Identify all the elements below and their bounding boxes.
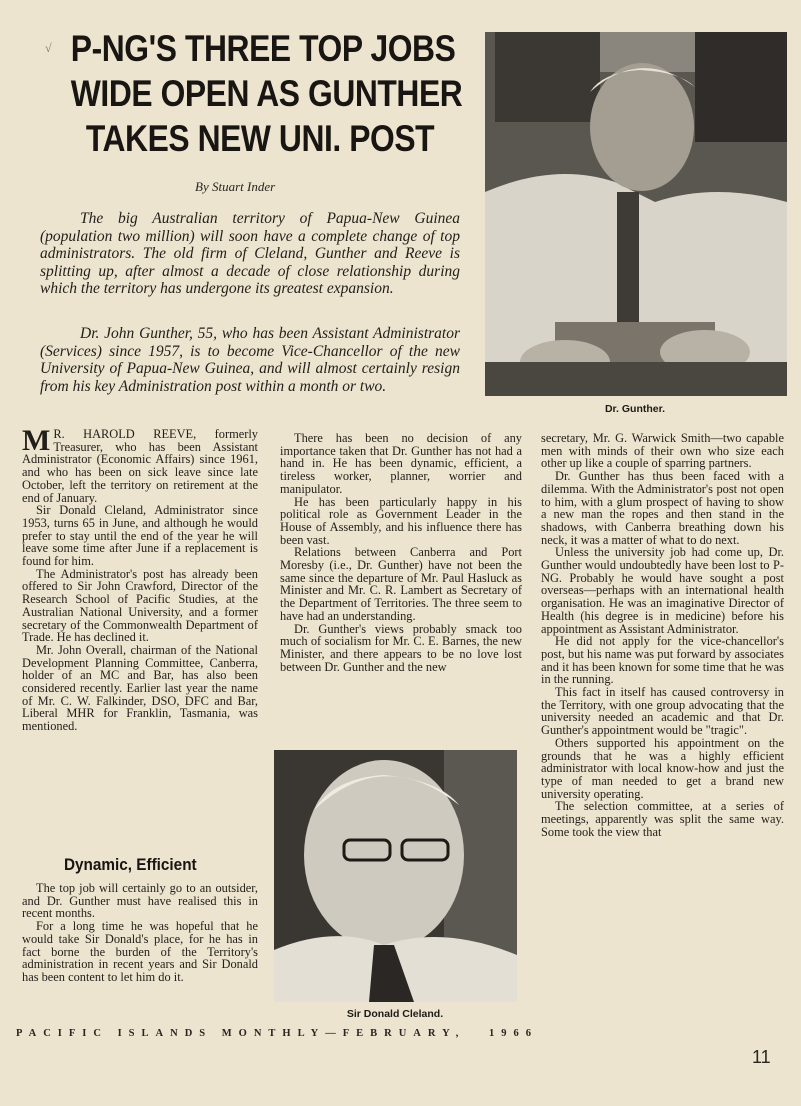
- subhead: Dynamic, Efficient: [64, 855, 197, 874]
- col1-paragraph-1-text: R. HAROLD REEVE, formerly Treasurer, who has been Assistant Administrator (Economic Affairs) since 1961, and who has been on sick leave since late October, left the territory on retirement at the end of January.: [22, 427, 258, 505]
- intro-paragraph-2: Dr. John Gunther, 55, who has been Assistant Administrator (Services) since 1957, is to become Vice-Chancellor of the new University of Papua-New Guinea, and will almost certainly resign from his key Administration post within a month or two.: [40, 325, 460, 395]
- col1-paragraph-6: For a long time he was hopeful that he would take Sir Donald's place, for he has in fact borne the burden of the Territory's administration in recent years and Sir Donald has been content to let him do it.: [22, 919, 258, 984]
- headline-line-1: P-NG'S THREE TOP JOBS: [70, 28, 456, 69]
- column-1: [22, 424, 258, 734]
- col3-paragraph-1: secretary, Mr. G. Warwick Smith—two capable men with minds of their own who size each other up like a couple of sparring partners.: [541, 431, 784, 471]
- col3-paragraph-2: Dr. Gunther has thus been faced with a dilemma. With the Administrator's post not open to him, with a glum prospect of having to show a new man the ropes and then stand in the shadows, with Canberra breathing down his neck, it was a matter of what to do next.: [541, 469, 784, 547]
- col3-paragraph-3: Unless the university job had come up, Dr. Gunther would undoubtedly have been lost to P-NG. Probably he would have sought a post overseas—perhaps with an international health organisation. He was an imaginative Director of Health (his degree is in medicine) before his appointment as Assistant Administrator.: [541, 545, 784, 636]
- col1-paragraph-4: Mr. John Overall, chairman of the National Development Planning Committee, Canberra, holder of an MC and Bar, has also been considered recently. Earlier last year the name of Mr. C. W. Falkinder, DSO, DFC and Bar, Liberal MHR for Franklin, Tasmania, was mentioned.: [22, 642, 258, 734]
- headline-line-2: WIDE OPEN AS GUNTHER: [70, 73, 463, 114]
- col2-paragraph-2: He has been particularly happy in his political role as Government Leader in the House of Assembly, and his influence there has been vast.: [280, 494, 522, 547]
- col1-paragraph-1: [22, 424, 258, 505]
- intro-paragraph-1: The big Australian territory of Papua-New Guinea (population two million) will soon have a complete change of top administrators. The old firm of Cleland, Gunther and Reeve is splitting up, after almost a decade of close relationship during which the territory has undergone its greatest expansion.: [40, 210, 460, 298]
- drop-cap: M: [22, 424, 51, 457]
- col3-paragraph-5: This fact in itself has caused controversy in the Territory, with one group advocating that the university needed an academic and that Dr. Gunther's appointment would be "tragic".: [541, 685, 784, 738]
- photo-cleland: [274, 750, 517, 1002]
- photo-gunther: [485, 32, 787, 396]
- footer-year: 1966: [488, 1028, 538, 1039]
- headline: [70, 26, 463, 161]
- caption-cleland: Sir Donald Cleland.: [346, 1008, 444, 1020]
- col2-paragraph-4: Dr. Gunther's views probably smack too much of socialism for Mr. C. E. Barnes, the new Minister, and there appears to be no love lost between Dr. Gunther and the new: [280, 621, 522, 674]
- col3-paragraph-7: The selection committee, at a series of meetings, apparently was split the same way. Some took the view that: [541, 799, 784, 839]
- col3-paragraph-6: Others supported his appointment on the grounds that he was a highly efficient administrator with local know-how and just the type of man needed to get a brand new university operating.: [541, 735, 784, 801]
- margin-tick-mark: √: [45, 41, 52, 55]
- column-3: [541, 432, 784, 839]
- photo-gunther-image: [485, 32, 787, 396]
- headline-line-3: TAKES NEW UNI. POST: [85, 118, 435, 159]
- col1-paragraph-3: The Administrator's post has already been offered to Sir John Crawford, Director of the Research School of Pacific Studies, at the Australian National University, and a former secretary of the Commonwealth Department of Trade. He has declined it.: [22, 566, 258, 645]
- footer-magazine: [16, 1028, 538, 1039]
- col1-paragraph-2: Sir Donald Cleland, Administrator since 1953, turns 65 in June, and although he would prefer to stay until the end of the year he will leave some time after June if a replacement is found for him.: [22, 503, 258, 569]
- col2-paragraph-1: There has been no decision of any importance taken that Dr. Gunther has not had a hand in. He has been dynamic, efficient, a tireless worker, planner, worrier and manipulator.: [280, 431, 522, 496]
- caption-gunther: Dr. Gunther.: [604, 403, 666, 415]
- column-2: [280, 432, 522, 673]
- byline: By Stuart Inder: [195, 179, 276, 194]
- footer-title: PACIFIC ISLANDS MONTHLY—FEBRUARY,: [16, 1028, 466, 1039]
- page-number: 11: [752, 1047, 771, 1067]
- column-1-continued: [22, 882, 258, 984]
- col1-paragraph-5: The top job will certainly go to an outsider, and Dr. Gunther must have realised this in recent months.: [22, 881, 258, 921]
- col2-paragraph-3: Relations between Canberra and Port Moresby (i.e., Dr. Gunther) have not been the same since the departure of Mr. Paul Hasluck as Minister and Mr. C. R. Lambert as Secretary of the Department of Territories. The three seem to have had an understanding.: [280, 545, 522, 623]
- photo-cleland-image: [274, 750, 517, 1002]
- col3-paragraph-4: He did not apply for the vice-chancellor's post, but his name was put forward by associates and it has been known for some time that he was in the running.: [541, 634, 784, 687]
